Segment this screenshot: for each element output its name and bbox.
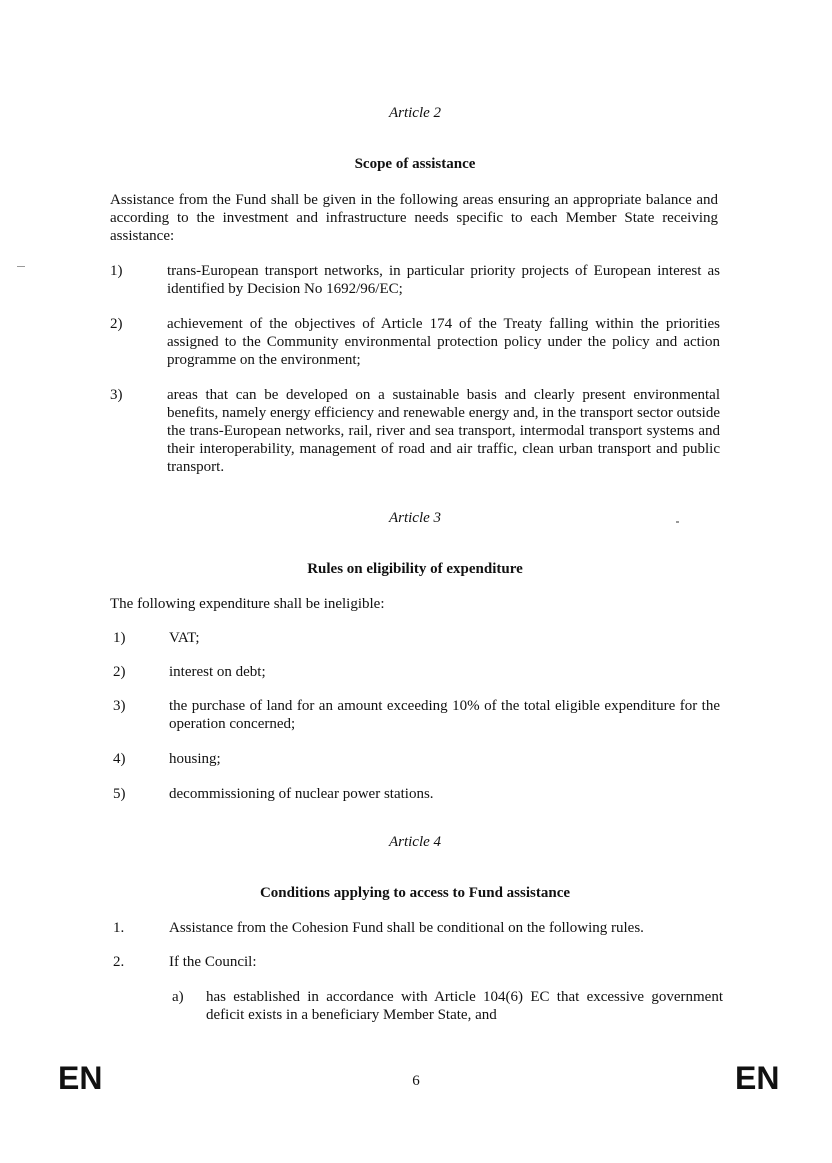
article-2-number: Article 2 (388, 105, 442, 121)
item-number: 2) (113, 664, 126, 680)
item-number: 5) (113, 786, 126, 802)
item-number: 4) (113, 751, 126, 767)
footer-language-left: EN (58, 1060, 103, 1096)
page-number: 6 (412, 1073, 420, 1089)
item-number: 1) (110, 263, 123, 279)
item-text: VAT; (169, 630, 200, 646)
item-number: a) (172, 989, 184, 1005)
item-text: achievement of the objectives of Article 174 of the Treaty falling within the priorities assigned to the Community environmental protection policy under the policy and action programme on the environment; (167, 316, 720, 368)
scan-speck (676, 521, 679, 523)
item-text: interest on debt; (169, 664, 266, 680)
scan-speck (17, 266, 25, 267)
item-number: 3) (113, 698, 126, 714)
article-3-intro: The following expenditure shall be ineligible: (110, 596, 385, 612)
item-text: If the Council: (169, 954, 257, 970)
article-2-intro: Assistance from the Fund shall be given in the following areas ensuring an appropriate balance and according to the investment and infrastructure needs specific to each Member State receiving assistance: (110, 192, 718, 244)
item-number: 1. (113, 920, 125, 936)
item-number: 2. (113, 954, 125, 970)
footer-language-right: EN (735, 1060, 780, 1096)
item-text: trans-European transport networks, in particular priority projects of European interest as identified by Decision No 1692/96/EC; (167, 263, 720, 297)
item-text: areas that can be developed on a sustainable basis and clearly present environmental benefits, namely energy efficiency and renewable energy and, in the transport sector outside the trans-European networks, rail, river and sea transport, intermodal transport systems and their interoperability, management of road and air traffic, clean urban transport and public transport. (167, 387, 720, 475)
item-text: has established in accordance with Article 104(6) EC that excessive government deficit exists in a beneficiary Member State, and (206, 989, 723, 1023)
article-4-number: Article 4 (388, 834, 442, 850)
article-4-title: Conditions applying to access to Fund assistance (259, 885, 571, 901)
article-3-title: Rules on eligibility of expenditure (307, 561, 523, 577)
item-number: 3) (110, 387, 123, 403)
item-text: decommissioning of nuclear power stations. (169, 786, 434, 802)
item-number: 1) (113, 630, 126, 646)
item-text: the purchase of land for an amount exceeding 10% of the total eligible expenditure for the operation concerned; (169, 698, 720, 732)
item-text: Assistance from the Cohesion Fund shall be conditional on the following rules. (169, 920, 644, 936)
article-2-title: Scope of assistance (354, 156, 476, 172)
item-text: housing; (169, 751, 221, 767)
item-number: 2) (110, 316, 123, 332)
article-3-number: Article 3 (388, 510, 442, 526)
